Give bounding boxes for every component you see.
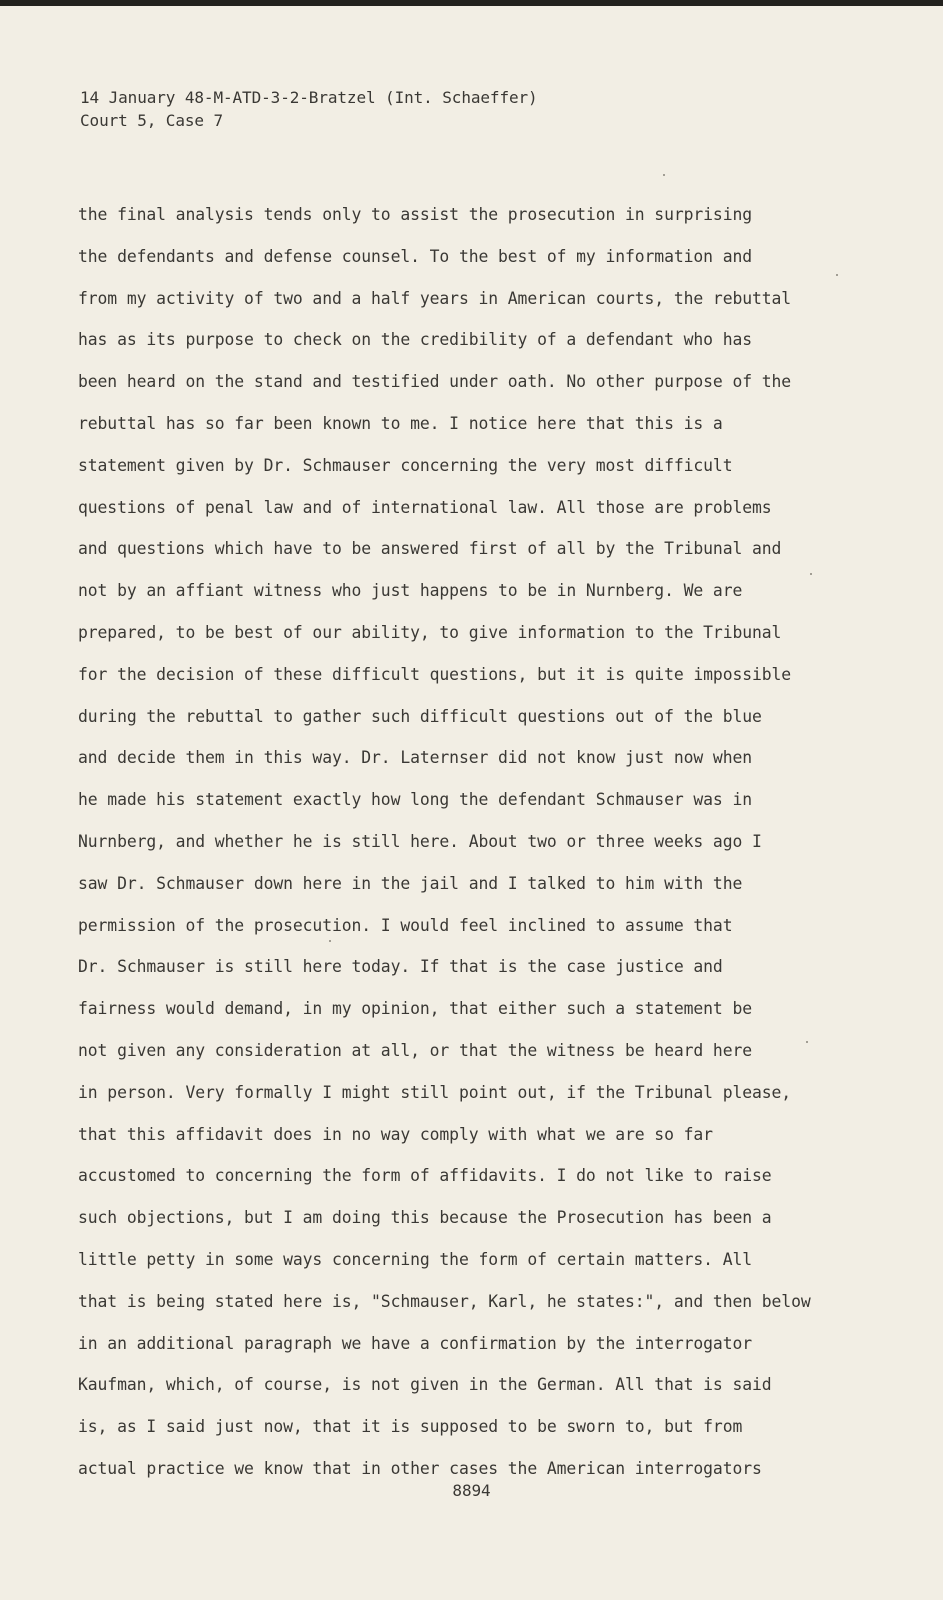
body-line: he made his statement exactly how long the defendant Schmauser was in [78, 790, 752, 810]
paper-speck [810, 573, 812, 575]
body-line: not by an affiant witness who just happens to be in Nurnberg. We are [78, 581, 743, 601]
body-line: in an additional paragraph we have a confirmation by the interrogator [78, 1333, 752, 1353]
body-line: is, as I said just now, that it is supposed to be sworn to, but from [78, 1417, 743, 1437]
body-line: permission of the prosecution. I would feel inclined to assume that [78, 915, 733, 935]
transcript-body [78, 194, 878, 1490]
body-line: prepared, to be best of our ability, to give information to the Tribunal [78, 622, 782, 642]
body-line: fairness would demand, in my opinion, that either such a statement be [78, 999, 752, 1019]
body-line: and decide them in this way. Dr. Laternser did not know just now when [78, 748, 752, 768]
body-line: not given any consideration at all, or that the witness be heard here [78, 1040, 752, 1060]
body-line: accustomed to concerning the form of affidavits. I do not like to raise [78, 1166, 772, 1186]
body-line: the final analysis tends only to assist the prosecution in surprising [78, 205, 752, 224]
body-line: has as its purpose to check on the credibility of a defendant who has [78, 330, 752, 350]
body-line: the defendants and defense counsel. To the best of my information and [78, 246, 752, 266]
paper-speck [806, 1041, 808, 1043]
paper-speck [836, 274, 838, 276]
body-line: such objections, but I am doing this because the Prosecution has been a [78, 1208, 772, 1228]
body-line: saw Dr. Schmauser down here in the jail and I talked to him with the [78, 873, 743, 893]
body-line: Kaufman, which, of course, is not given in the German. All that is said [78, 1375, 772, 1395]
header-court-line: Court 5, Case 7 [80, 111, 223, 130]
body-line: that this affidavit does in no way comply with what we are so far [78, 1124, 713, 1144]
body-line: that is being stated here is, "Schmauser, Karl, he states:", and then below [78, 1291, 811, 1311]
body-line: Dr. Schmauser is still here today. If that is the case justice and [78, 957, 723, 977]
paper-speck [329, 940, 331, 942]
body-line: statement given by Dr. Schmauser concerning the very most difficult [78, 455, 733, 475]
page-number: 8894 [452, 1481, 491, 1500]
document-page [0, 6, 943, 1600]
body-line: in person. Very formally I might still point out, if the Tribunal please, [78, 1082, 792, 1102]
header-date-line: 14 January 48-M-ATD-3-2-Bratzel (Int. Schaeffer) [80, 88, 538, 107]
document-header [80, 86, 538, 132]
body-line: questions of penal law and of international law. All those are problems [78, 497, 772, 517]
body-line: been heard on the stand and testified under oath. No other purpose of the [78, 372, 792, 392]
body-line: from my activity of two and a half years in American courts, the rebuttal [78, 288, 792, 308]
body-line: actual practice we know that in other cases the American interrogators [78, 1458, 762, 1478]
body-line: rebuttal has so far been known to me. I notice here that this is a [78, 413, 723, 433]
body-line: during the rebuttal to gather such difficult questions out of the blue [78, 706, 762, 726]
body-line: little petty in some ways concerning the form of certain matters. All [78, 1249, 752, 1269]
body-line: Nurnberg, and whether he is still here. About two or three weeks ago I [78, 831, 762, 851]
body-line: for the decision of these difficult questions, but it is quite impossible [78, 664, 792, 684]
paper-speck [663, 174, 665, 176]
body-line: and questions which have to be answered first of all by the Tribunal and [78, 539, 782, 559]
